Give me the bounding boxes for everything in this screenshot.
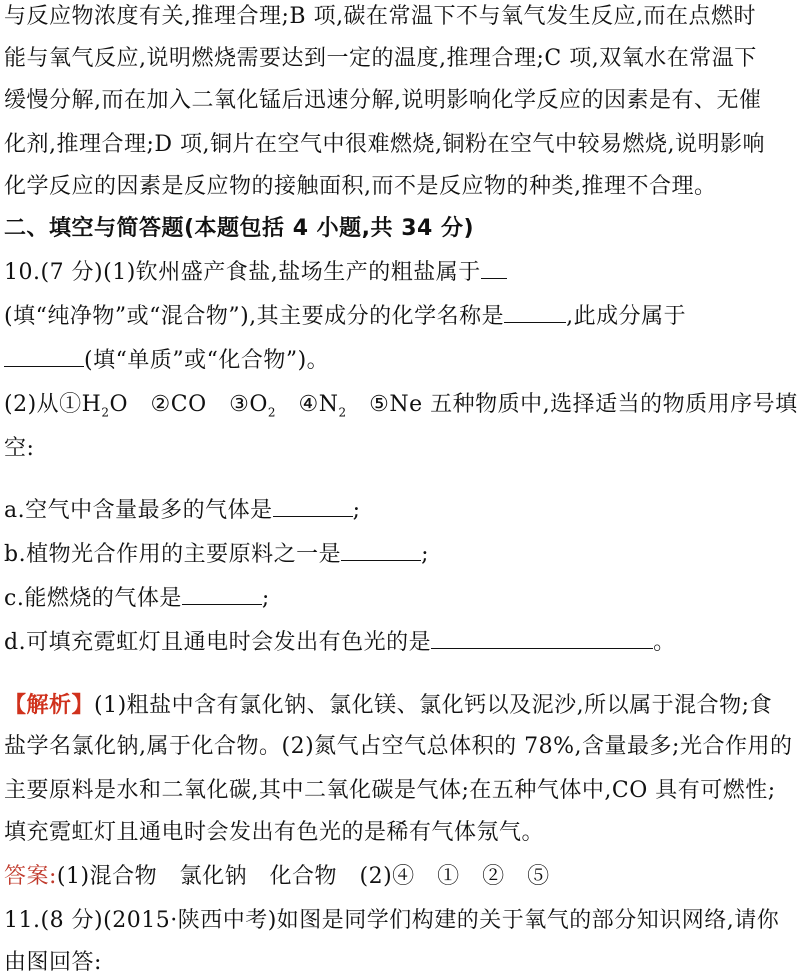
q11-line: 11.(8 分)(2015·陕西中考)如图是同学们构建的关于氧气的部分知识网络,请你 [4,908,780,933]
analysis-line: 填充霓虹灯且通电时会发出有色光的是稀有气体氖气。 [4,820,545,845]
q10-line-1 [4,258,716,288]
analysis-text: (1)粗盐中含有氯化钠、氯化镁、氯化钙以及泥沙,所以属于混合物;食 [94,693,773,718]
answer-blank[interactable] [504,304,566,323]
prev-analysis-line: 能与氧气反应,说明燃烧需要达到一定的温度,推理合理;C 项,双氧水在常温下 [4,46,757,71]
analysis-line [4,690,773,721]
q10-text: ,此成分属于 [566,304,687,329]
q10-item-text: d.可填充霓虹灯且通电时会发出有色光的是 [4,630,432,655]
prev-analysis-line: 化剂,推理合理;D 项,铜片在空气中很难燃烧,铜粉在空气中较易燃烧,说明影响 [4,132,766,157]
analysis-tag: 【解析】 [4,692,95,718]
answer-line [4,862,716,892]
prev-analysis-line: 缓慢分解,而在加入二氧化锰后迅速分解,说明影响化学反应的因素是有、无催 [4,88,762,113]
q10-item-d [4,628,716,658]
q10-part2-line-2: 空: [4,436,35,461]
q10-part1-text: 10.(7 分)(1)钦州盛产食盐,盐场生产的粗盐属于 [4,260,481,285]
answer-text: (1)混合物 氯化钠 化合物 (2)④ ① ② ⑤ [56,864,550,889]
q10-item-b [4,540,716,570]
q10-line-2 [4,302,716,332]
prev-analysis-line: 与反应物浓度有关,推理合理;B 项,碳在常温下不与氧气发生反应,而在点燃时 [4,4,757,29]
punctuation: ; [421,542,429,567]
answer-blank[interactable] [4,348,84,367]
analysis-line: 盐学名氯化钠,属于化合物。(2)氮气占空气总体积的 78%,含量最多;光合作用的 [4,734,793,759]
prev-analysis-line: 化学反应的因素是反应物的接触面积,而不是反应物的种类,推理不合理。 [4,174,717,199]
answer-blank[interactable] [481,260,507,279]
punctuation: 。 [653,630,676,655]
q10-part2-prefix: (2)从 [4,392,60,417]
punctuation: ; [352,498,361,523]
q11-line: 由图回答: [4,950,102,975]
q10-text: (填“纯净物”或“混合物”),其主要成分的化学名称是 [4,304,505,329]
answer-label: 答案: [4,864,57,889]
answer-blank[interactable] [431,630,653,649]
option-ne: ⑤Ne [369,392,423,417]
punctuation: ; [261,586,270,611]
q10-text: (填“单质”或“化合物”)。 [84,348,330,373]
answer-blank[interactable] [182,586,262,605]
analysis-line: 主要原料是水和二氧化碳,其中二氧化碳是气体;在五种气体中,CO 具有可燃性; [4,778,776,803]
section-heading: 二、填空与简答题(本题包括 4 小题,共 34 分) [4,216,475,241]
q10-part2-suffix: 五种物质中,选择适当的物质用序号填 [430,392,798,417]
option-n2: $④N_2$ [298,392,347,420]
answer-blank[interactable] [273,498,353,517]
q10-item-text: c.能燃烧的气体是 [4,586,182,611]
q10-line-3 [4,346,716,376]
q10-item-text: a.空气中含量最多的气体是 [4,498,273,523]
q10-item-a [4,496,716,526]
option-o2: $③O_2$ [229,392,277,420]
answer-blank[interactable] [341,542,421,561]
option-co: ②CO [150,392,207,417]
q10-item-c [4,584,716,614]
q10-part2-line [4,390,798,427]
option-h2o: $①H_2O$ [59,392,129,420]
q10-item-text: b.植物光合作用的主要原料之一是 [4,542,342,567]
